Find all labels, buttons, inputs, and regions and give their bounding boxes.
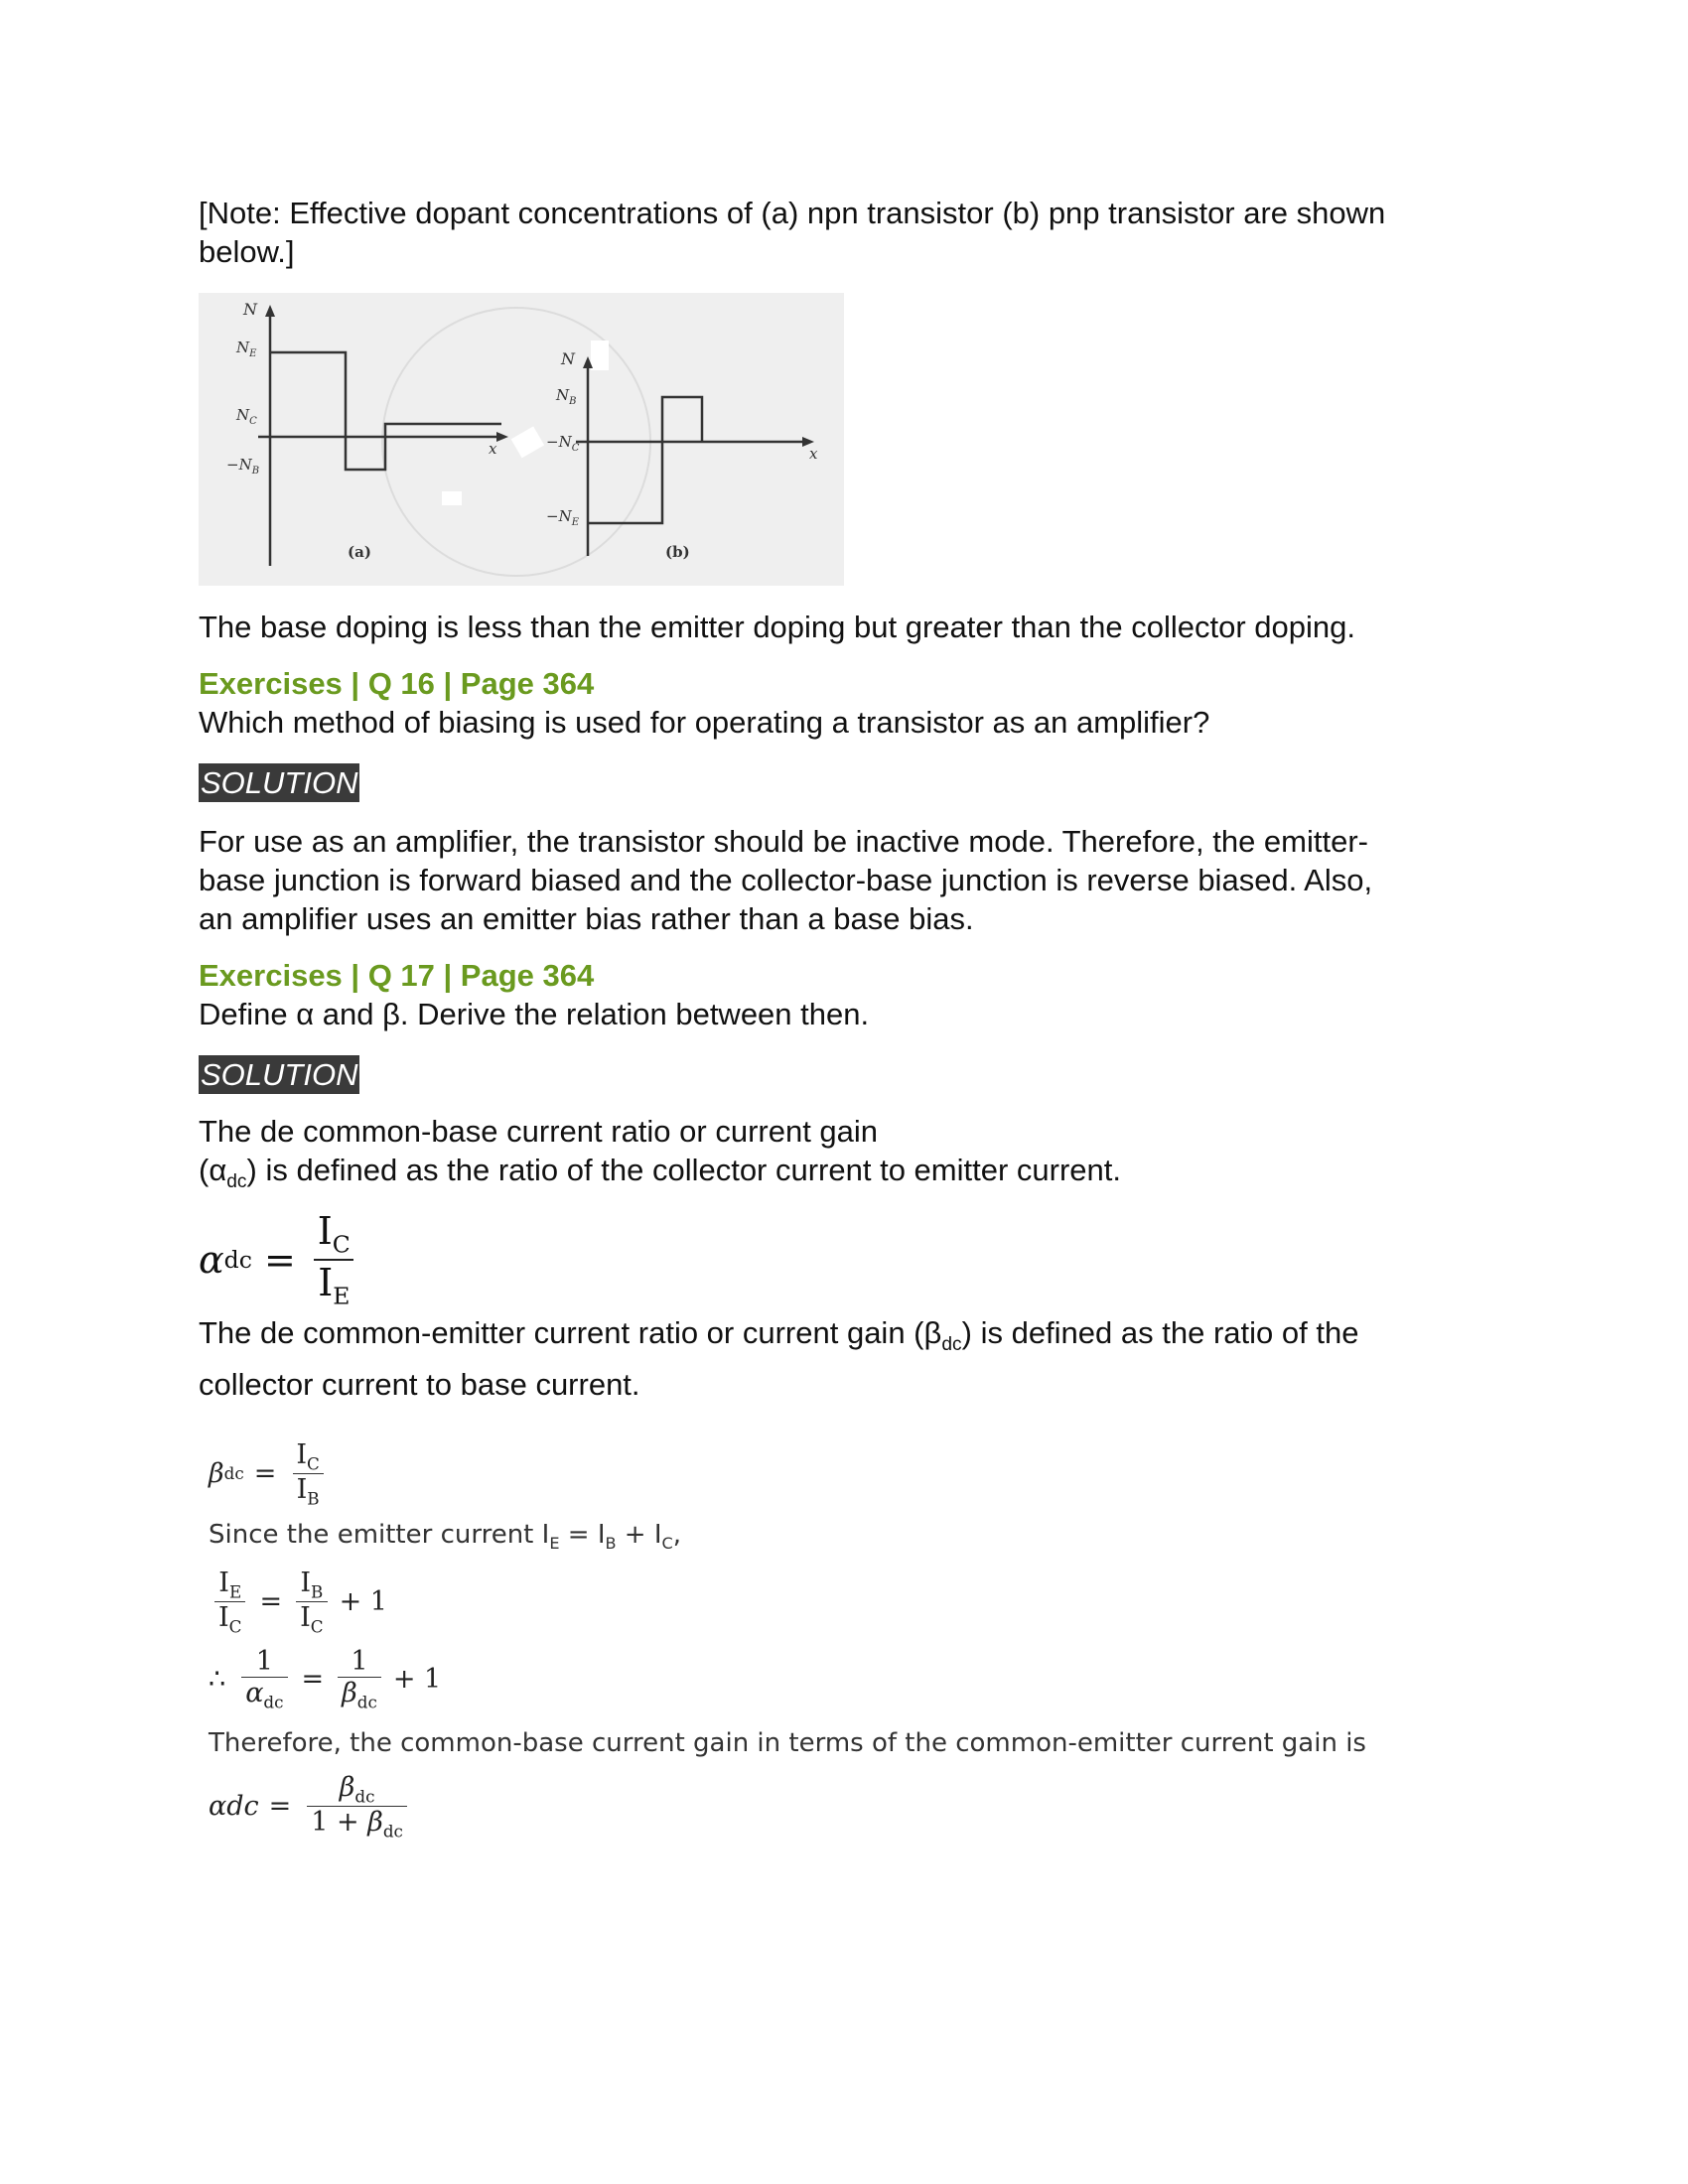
alpha-def-line: $(\alpha_{dc})$ is defined as the ratio of the collector current to emitter current. — [199, 1153, 1122, 1193]
q17-solution-label-wrap — [199, 1055, 1489, 1094]
alpha-equation: α dc = $\frac{I_C}{I_E}$ — [199, 1209, 1489, 1309]
beta-def-line: The de common-emitter current ratio or current gain $(\beta_{dc})$ is defined as the ratio of the — [199, 1315, 1359, 1356]
svg-text:NB: $N_B$ — [556, 386, 577, 407]
svg-text:N: N — [243, 300, 257, 319]
q16-answer-line: an amplifier uses an emitter bias rather than a base bias. — [199, 901, 974, 936]
q17-solution-label[interactable]: SOLUTION — [201, 1057, 358, 1092]
svg-text:(b): (b) — [665, 543, 690, 561]
q16-answer-line: For use as an amplifier, the transistor should be inactive mode. Therefore, the emitter- — [199, 824, 1368, 859]
svg-text:(a): (a) — [348, 543, 371, 561]
svg-text:NC: $N_C$ — [236, 406, 257, 427]
derivation — [209, 1439, 1489, 1842]
document-page — [199, 194, 1489, 1841]
q16-question: Which method of biasing is used for operating a transistor as an amplifier? — [199, 705, 1210, 740]
beta-def-line: collector current to base current. — [199, 1366, 640, 1402]
q16-answer-line: base junction is forward biased and the collector-base junction is reverse biased. Also, — [199, 863, 1373, 897]
reciprocal-equation: ∴ $\frac{1}{\alpha_{dc}}$ = $\frac{1}{\beta_{dc}}$ + 1 — [209, 1646, 442, 1712]
q16-solution-label-wrap — [199, 763, 1489, 802]
svg-text:x: x — [489, 440, 497, 458]
q16-heading[interactable]: Exercises | Q 16 | Page 364 — [199, 666, 595, 701]
beta-definition — [199, 1313, 1489, 1403]
svg-text:NE: $N_E$ — [236, 339, 257, 359]
beta-equation: β dc = $\frac{I_C}{I_B}$ — [209, 1439, 1489, 1509]
base-doping-paragraph: The base doping is less than the emitter doping but greater than the collector doping. — [199, 610, 1355, 644]
q17-heading[interactable]: Exercises | Q 17 | Page 364 — [199, 958, 595, 993]
note-paragraph: [Note: Effective dopant concentrations of (a) npn transistor (b) pnp transistor are shown below.] — [199, 196, 1386, 269]
svg-text:−NB: $-N_B$ — [226, 456, 260, 477]
svg-text:−NE: $-N_E$ — [546, 507, 580, 528]
dopant-concentration-figure — [199, 293, 844, 586]
q16-answer — [199, 822, 1489, 938]
alpha-def-line: The de common-base current ratio or current gain — [199, 1114, 879, 1149]
therefore-line: Therefore, the common-base current gain in terms of the common-emitter current gain is — [209, 1727, 1366, 1758]
alpha-definition — [199, 1112, 1489, 1201]
q17-question: Define α and β. Derive the relation between then. — [199, 997, 870, 1031]
ratio-equation: $\frac{I_E}{I_C}$ = $\frac{I_B}{I_C}$ + 1 — [209, 1568, 1489, 1637]
since-line: Since the emitter current $I_E = I_B + I_C$, — [209, 1520, 682, 1554]
q16-solution-label[interactable]: SOLUTION — [201, 765, 358, 800]
svg-text:x: x — [809, 445, 818, 463]
final-equation: αdc = $\frac{\beta_{dc}}{1 + \beta_{dc}}$ — [209, 1772, 1489, 1842]
svg-text:−NC: $-N_C$ — [546, 433, 580, 454]
svg-text:N: N — [561, 349, 575, 368]
